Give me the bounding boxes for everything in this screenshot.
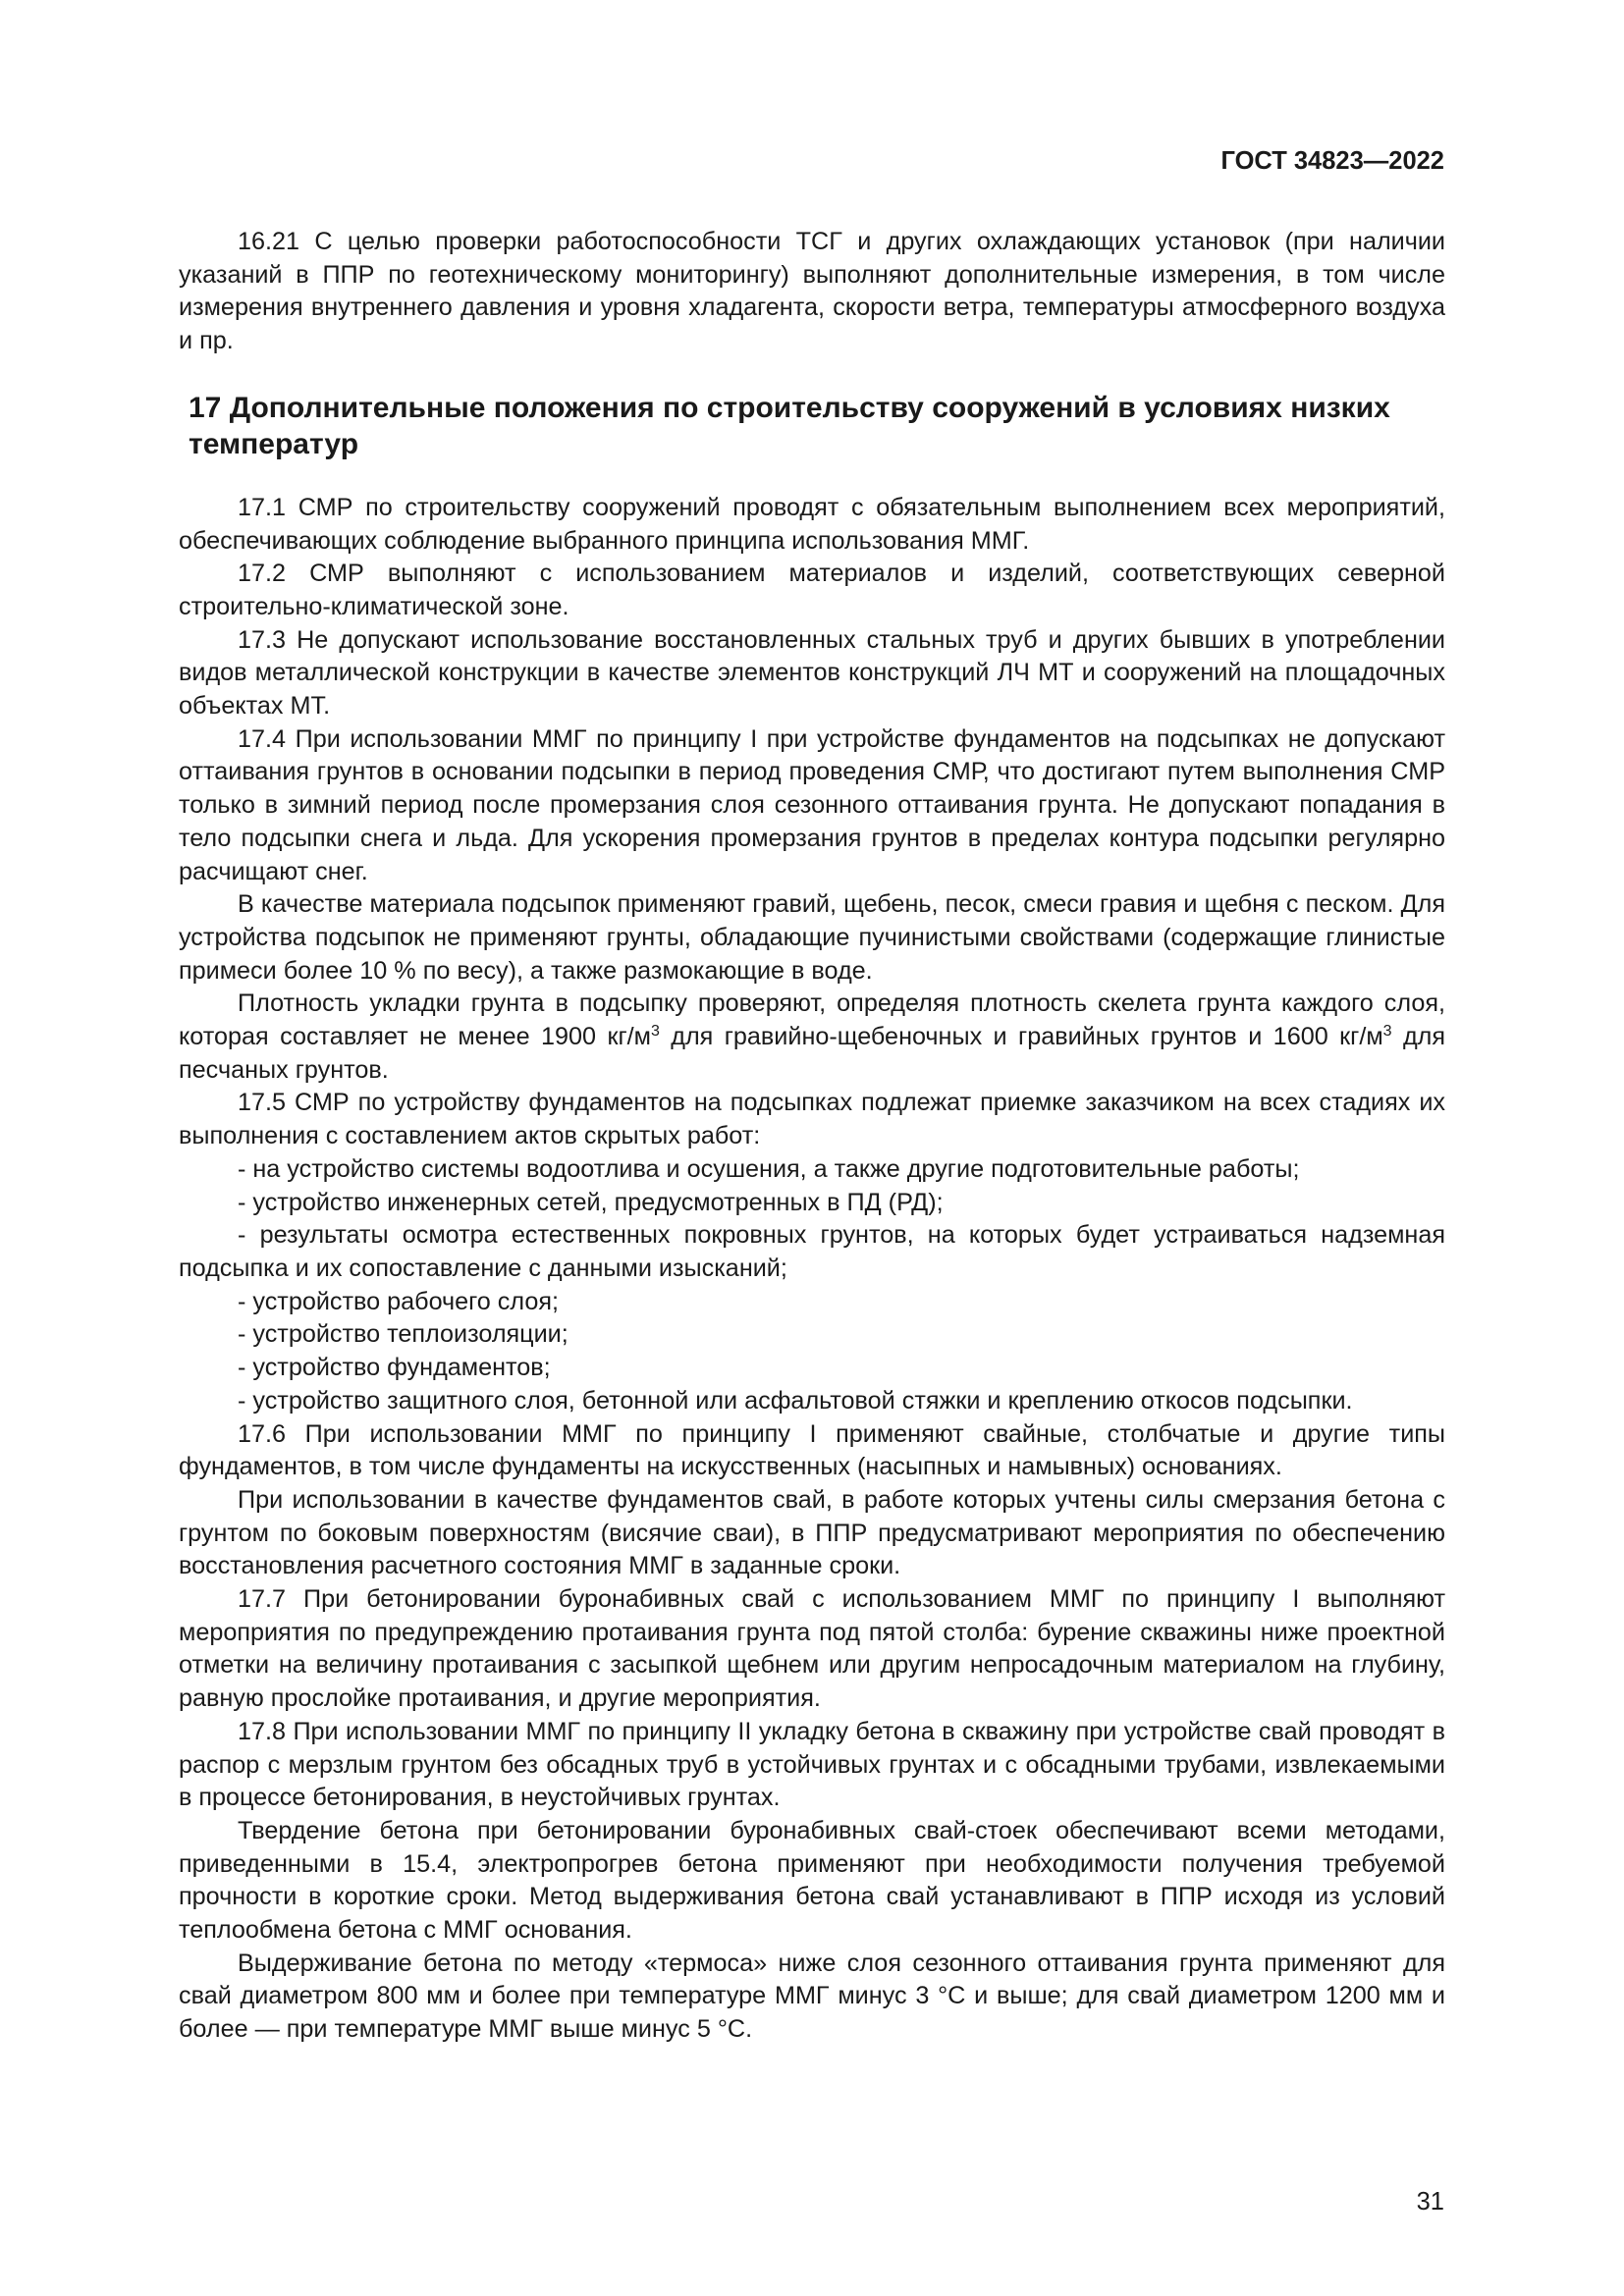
density-superscript-1: 3: [650, 1023, 660, 1041]
paragraph-17-4-density: [179, 988, 1445, 1087]
list-item: - устройство фундаментов;: [238, 1354, 551, 1382]
density-text-part1: Плотность укладки грунта в подсыпку проверяют, определяя плотность скелета грунта каждого слоя, которая составляет не менее 1900 кг/м: [179, 989, 1445, 1051]
paragraph-16-21: 16.21 С целью проверки работоспособности ТСГ и других охлаждающих установок (при наличии указаний в ППР по геотехническому мониторингу) выполняют дополнительные измерения, в том числе измерения внутреннего давления и уровня хладагента, скорости ветра, температуры атмосферного воздуха и пр.: [179, 228, 1445, 355]
density-superscript-2: 3: [1382, 1023, 1392, 1041]
page-number: 31: [1416, 2188, 1444, 2216]
paragraph-17-6: 17.6 При использовании ММГ по принципу I применяют свайные, столбчатые и другие типы фундаментов, в том числе фундаменты на искусственных (насыпных и намывных) основаниях.: [179, 1419, 1445, 1481]
list-item: - результаты осмотра естественных покровных грунтов, на которых будет устраиваться надземная подсыпка и их сопоставление с данными изысканий;: [179, 1221, 1445, 1282]
list-item: - устройство теплоизоляции;: [238, 1320, 568, 1349]
density-text-part2: для гравийно-щебеночных и гравийных грунтов и 1600 кг/м: [659, 1023, 1383, 1051]
paragraph-17-3: 17.3 Не допускают использование восстановленных стальных труб и других бывших в употреблении видов металлической конструкции в качестве элементов конструкций ЛЧ МТ и сооружений на площадочных объектах МТ.: [179, 625, 1445, 721]
paragraph-17-8: 17.8 При использовании ММГ по принципу II укладку бетона в скважину при устройстве свай проводят в распор с мерзлым грунтом без обсадных труб в устойчивых грунтах и с обсадными трубами, извлекаемыми в процессе бетонирования, в неустойчивых грунтах.: [179, 1717, 1445, 1812]
paragraph-17-6-piles: При использовании в качестве фундаментов свай, в работе которых учтены силы смерзания бетона с грунтом по боковым поверхностям (висячие сваи), в ППР предусматривают мероприятия по обеспечению восстановления расчетного состояния ММГ в заданные сроки.: [179, 1485, 1445, 1580]
density-text-part3: для песчаных грунтов.: [179, 1023, 1445, 1084]
document-code-header: ГОСТ 34823—2022: [1220, 147, 1444, 175]
document-body: [179, 226, 1445, 2047]
list-item: - на устройство системы водоотлива и осушения, а также другие подготовительные работы;: [238, 1154, 1300, 1183]
list-item: - устройство инженерных сетей, предусмотренных в ПД (РД);: [238, 1188, 944, 1216]
paragraph-17-4: 17.4 При использовании ММГ по принципу I при устройстве фундаментов на подсыпках не допускают оттаивания грунтов в основании подсыпки в период проведения СМР, что достигают путем выполнения СМР только в зимний период после промерзания слоя сезонного оттаивания грунта. Не допускают попадания в тело подсыпки снега и льда. Для ускорения промерзания грунтов в пределах контура подсыпки регулярно расчищают снег.: [179, 724, 1445, 885]
paragraph-17-5: 17.5 СМР по устройству фундаментов на подсыпках подлежат приемке заказчиком на всех стадиях их выполнения с составлением актов скрытых работ:: [179, 1089, 1445, 1150]
list-item: - устройство рабочего слоя;: [238, 1287, 560, 1315]
paragraph-17-7: 17.7 При бетонировании буронабивных свай с использованием ММГ по принципу I выполняют мероприятия по предупреждению протаивания грунта под пятой столба: бурение скважины ниже проектной отметки на величину протаивания с засыпкой щебнем или другим непросадочным материалом на глубину, равную прослойке протаивания, и другие мероприятия.: [179, 1585, 1445, 1713]
paragraph-17-4-materials: В качестве материала подсыпок применяют гравий, щебень, песок, смеси гравия и щебня с песком. Для устройства подсыпок не применяют грунты, обладающие пучинистыми свойствами (содержащие глинистые примеси более 10 % по весу), а также размокающие в воде.: [179, 890, 1445, 985]
paragraph-17-2: 17.2 СМР выполняют с использованием материалов и изделий, соответствующих северной строительно-климатической зоне.: [179, 560, 1445, 620]
paragraph-17-8-thermos: Выдерживание бетона по методу «термоса» ниже слоя сезонного оттаивания грунта применяют для свай диаметром 800 мм и более при температуре ММГ минус 3 °С и выше; для свай диаметром 1200 мм и более — при температуре ММГ выше минус 5 °С.: [179, 1949, 1445, 2044]
list-item: - устройство защитного слоя, бетонной или асфальтовой стяжки и креплению откосов подсыпки.: [238, 1386, 1353, 1415]
section-heading-17: 17 Дополнительные положения по строительству сооружений в условиях низких температур: [189, 391, 1390, 460]
paragraph-17-8-hardening: Твердение бетона при бетонировании буронабивных свай-стоек обеспечивают всеми методами, приведенными в 15.4, электропрогрев бетона применяют при необходимости получения требуемой прочности в короткие сроки. Метод выдерживания бетона свай устанавливают в ППР исходя из условий теплообмена бетона с ММГ основания.: [179, 1816, 1445, 1945]
paragraph-17-1: 17.1 СМР по строительству сооружений проводят с обязательным выполнением всех мероприятий, обеспечивающих соблюдение выбранного принципа использования ММГ.: [179, 493, 1445, 555]
